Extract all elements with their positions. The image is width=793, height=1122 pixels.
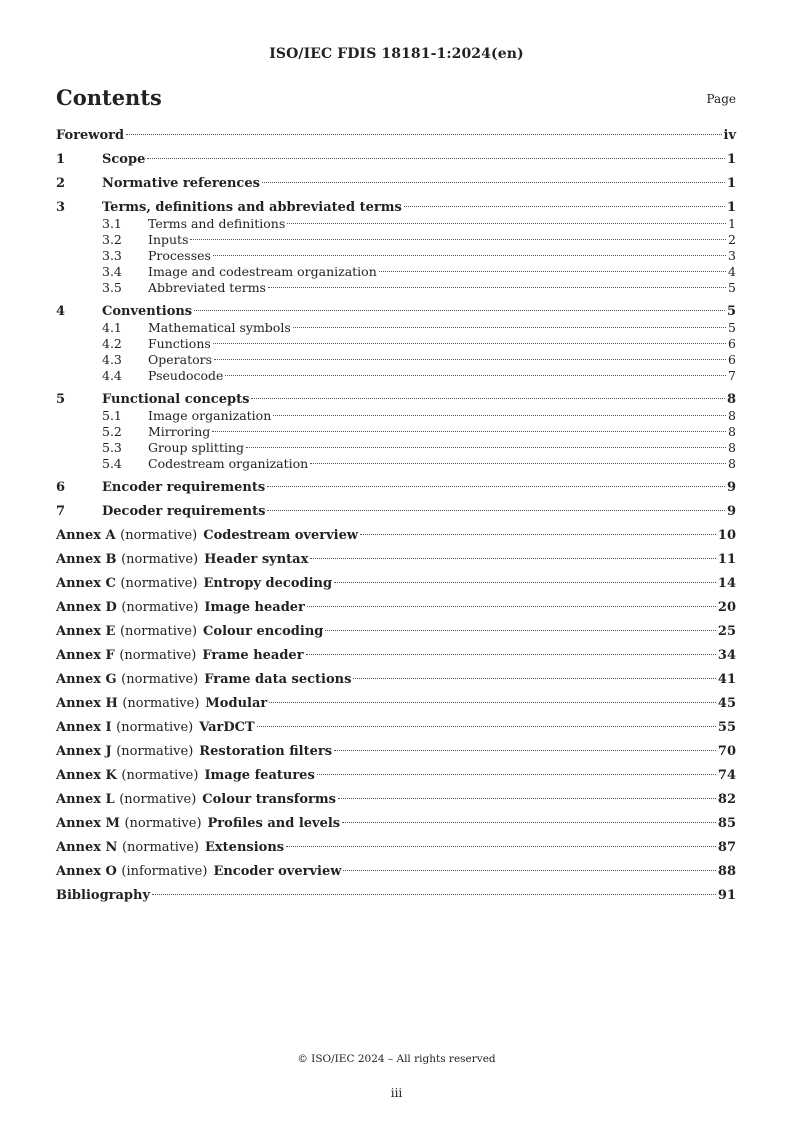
annex-title: Extensions: [205, 840, 285, 855]
toc-subentry-5-3[interactable]: [56, 440, 736, 456]
toc-entry-number: 7: [56, 504, 66, 519]
toc-entry-page: 8: [728, 408, 736, 423]
dot-leader: [225, 375, 726, 376]
annex-title: Image header: [204, 600, 305, 615]
dot-leader: [269, 702, 716, 703]
toc-entry-page: 8: [726, 392, 736, 407]
annex-id: Annex L: [56, 792, 115, 807]
annex-type: (normative): [116, 744, 194, 759]
dot-leader: [268, 287, 726, 288]
annex-id: Annex K: [56, 768, 117, 783]
toc-entry-page: 6: [728, 336, 736, 351]
toc-entry-label: [56, 840, 284, 856]
toc-entry-page: 8: [728, 456, 736, 471]
toc-entry-number: 2: [56, 176, 66, 191]
toc-entry-label: Image organization: [148, 408, 272, 423]
toc-entry-number: 5.4: [102, 456, 122, 471]
annex-type: (normative): [121, 672, 199, 687]
toc-entry-label: [56, 552, 308, 568]
toc-entry-page: 45: [717, 696, 736, 711]
annex-title: Restoration filters: [199, 744, 333, 759]
toc-entry-annex-g[interactable]: [56, 672, 736, 688]
toc-entry-number: 5.2: [102, 424, 122, 439]
toc-entry-page: 9: [726, 504, 736, 519]
toc-entry-annex-f[interactable]: [56, 648, 736, 664]
toc-entry-number: 4.3: [102, 352, 122, 367]
annex-type: (normative): [120, 528, 198, 543]
annex-title: Profiles and levels: [207, 816, 341, 831]
toc-entry-label: Pseudocode: [148, 368, 224, 383]
toc-subentry-4-3[interactable]: [56, 352, 736, 368]
dot-leader: [214, 359, 726, 360]
toc-entry-label: Encoder requirements: [102, 480, 266, 495]
toc-entry-page: 1: [726, 176, 736, 191]
table-of-contents: [56, 128, 736, 904]
toc-entry-annex-i[interactable]: [56, 720, 736, 736]
toc-entry-page: 2: [728, 232, 736, 247]
toc-entry-page: 3: [728, 248, 736, 263]
document-id-header: ISO/IEC FDIS 18181-1:2024(en): [269, 46, 524, 62]
annex-id: Annex E: [56, 624, 116, 639]
toc-entry-label: [56, 528, 358, 544]
annex-type: (normative): [124, 816, 202, 831]
annex-type: (normative): [119, 648, 197, 663]
toc-entry-number: 5: [56, 392, 66, 407]
annex-title: Colour transforms: [202, 792, 336, 807]
toc-entry-annex-o[interactable]: [56, 864, 736, 880]
dot-leader: [317, 774, 716, 775]
toc-entry-annex-d[interactable]: [56, 600, 736, 616]
toc-entry-page: 34: [717, 648, 736, 663]
dot-leader: [286, 846, 716, 847]
dot-leader: [126, 134, 721, 135]
contents-title: Contents: [56, 85, 162, 110]
annex-id: Annex B: [56, 552, 117, 567]
toc-entry-foreword[interactable]: [56, 128, 736, 144]
toc-entry-number: 3.2: [102, 232, 122, 247]
toc-entry-label: Terms and definitions: [148, 216, 286, 231]
annex-title: Image features: [204, 768, 315, 783]
toc-entry-number: 6: [56, 480, 66, 495]
toc-entry-label: [56, 744, 332, 760]
dot-leader: [267, 510, 725, 511]
toc-entry-page: 14: [717, 576, 736, 591]
toc-entry-annex-m[interactable]: [56, 816, 736, 832]
dot-leader: [334, 582, 716, 583]
toc-entry-label: Foreword: [56, 128, 125, 143]
annex-id: Annex H: [56, 696, 118, 711]
toc-entry-page: 85: [717, 816, 736, 831]
toc-entry-annex-b[interactable]: [56, 552, 736, 568]
annex-title: Colour encoding: [203, 624, 324, 639]
toc-entry-normative-references[interactable]: [56, 176, 736, 192]
toc-subentry-5-4[interactable]: [56, 456, 736, 472]
toc-entry-label: Group splitting: [148, 440, 245, 455]
toc-entry-number: 3.5: [102, 280, 122, 295]
toc-entry-page: 88: [717, 864, 736, 879]
annex-title: Frame data sections: [204, 672, 352, 687]
toc-entry-number: 4: [56, 304, 66, 319]
dot-leader: [310, 558, 716, 559]
dot-leader: [212, 431, 726, 432]
annex-type: (normative): [119, 624, 198, 639]
annex-title: Encoder overview: [213, 864, 342, 879]
toc-entry-label: Terms, definitions and abbreviated terms: [102, 200, 402, 215]
toc-entry-page: 74: [717, 768, 736, 783]
toc-entry-page: 7: [728, 368, 736, 383]
dot-leader: [262, 182, 725, 183]
toc-entry-annex-l[interactable]: [56, 792, 736, 808]
toc-entry-page: 87: [717, 840, 736, 855]
toc-entry-annex-j[interactable]: [56, 744, 736, 760]
toc-entry-label: [56, 792, 336, 808]
annex-title: Modular: [205, 696, 268, 711]
dot-leader: [325, 630, 716, 631]
dot-leader: [190, 239, 726, 240]
toc-entry-number: 5.1: [102, 408, 122, 423]
toc-entry-page: 5: [728, 280, 736, 295]
annex-id: Annex N: [56, 840, 118, 855]
dot-leader: [147, 158, 725, 159]
toc-entry-label: Image and codestream organization: [148, 264, 377, 279]
toc-entry-annex-n[interactable]: [56, 840, 736, 856]
toc-entry-page: 1: [728, 216, 736, 231]
dot-leader: [343, 870, 715, 871]
toc-entry-number: 3.3: [102, 248, 122, 263]
toc-entry-label: Conventions: [102, 304, 193, 319]
toc-entry-page: 11: [717, 552, 736, 567]
dot-leader: [267, 486, 725, 487]
toc-entry-label: [56, 696, 267, 712]
toc-entry-page: 20: [717, 600, 736, 615]
toc-entry-label: [56, 648, 304, 664]
toc-entry-label: [56, 624, 323, 640]
annex-type: (informative): [121, 864, 208, 879]
toc-entry-label: [56, 672, 351, 688]
toc-entry-encoder-requirements[interactable]: [56, 480, 736, 496]
annex-type: (normative): [120, 576, 198, 591]
toc-entry-label: Mathematical symbols: [148, 320, 291, 335]
dot-leader: [353, 678, 715, 679]
copyright-footer: © ISO/IEC 2024 – All rights reserved: [297, 1053, 496, 1065]
annex-id: Annex G: [56, 672, 117, 687]
toc-entry-terms-definitions[interactable]: [56, 200, 736, 216]
dot-leader: [342, 822, 716, 823]
annex-title: Frame header: [202, 648, 304, 663]
annex-id: Annex I: [56, 720, 112, 735]
toc-entry-label: Bibliography: [56, 888, 151, 903]
toc-entry-page: 91: [717, 888, 736, 903]
annex-id: Annex C: [56, 576, 116, 591]
toc-entry-label: Scope: [102, 152, 146, 167]
toc-entry-scope[interactable]: [56, 152, 736, 168]
toc-entry-annex-e[interactable]: [56, 624, 736, 640]
toc-subentry-3-2[interactable]: [56, 232, 736, 248]
toc-entry-page: 70: [717, 744, 736, 759]
toc-entry-label: [56, 720, 255, 736]
annex-id: Annex A: [56, 528, 116, 543]
toc-entry-page: 25: [717, 624, 736, 639]
toc-entry-label: Operators: [148, 352, 213, 367]
dot-leader: [246, 447, 726, 448]
toc-entry-page: 55: [717, 720, 736, 735]
dot-leader: [310, 463, 726, 464]
toc-entry-label: [56, 768, 315, 784]
toc-subentry-5-2[interactable]: [56, 424, 736, 440]
toc-entry-page: 5: [728, 320, 736, 335]
annex-type: (normative): [116, 720, 194, 735]
toc-entry-page: 41: [717, 672, 736, 687]
dot-leader: [213, 255, 726, 256]
toc-entry-label: [56, 576, 332, 592]
annex-id: Annex D: [56, 600, 117, 615]
dot-leader: [273, 415, 726, 416]
annex-title: VarDCT: [199, 720, 255, 735]
toc-entry-label: Inputs: [148, 232, 189, 247]
toc-entry-label: [56, 600, 305, 616]
toc-entry-decoder-requirements[interactable]: [56, 504, 736, 520]
annex-title: Header syntax: [204, 552, 309, 567]
dot-leader: [152, 894, 716, 895]
annex-id: Annex J: [56, 744, 112, 759]
toc-entry-page: 10: [717, 528, 736, 543]
toc-entry-number: 3: [56, 200, 66, 215]
annex-type: (normative): [122, 696, 200, 711]
dot-leader: [404, 206, 725, 207]
annex-type: (normative): [121, 768, 199, 783]
toc-entry-annex-a[interactable]: [56, 528, 736, 544]
toc-entry-label: [56, 816, 340, 832]
toc-entry-bibliography[interactable]: [56, 888, 736, 904]
toc-entry-page: 4: [728, 264, 736, 279]
toc-entry-annex-k[interactable]: [56, 768, 736, 784]
annex-type: (normative): [121, 600, 199, 615]
toc-entry-label: [56, 864, 341, 880]
toc-entry-number: 4.4: [102, 368, 122, 383]
annex-title: Codestream overview: [203, 528, 359, 543]
toc-subentry-3-5[interactable]: [56, 280, 736, 296]
toc-entry-label: Normative references: [102, 176, 260, 191]
toc-entry-number: 5.3: [102, 440, 122, 455]
toc-entry-label: Codestream organization: [148, 456, 309, 471]
toc-entry-page: 8: [728, 424, 736, 439]
toc-entry-page: 6: [728, 352, 736, 367]
toc-entry-number: 4.2: [102, 336, 122, 351]
toc-subentry-3-3[interactable]: [56, 248, 736, 264]
toc-entry-page: 1: [726, 152, 736, 167]
toc-entry-label: Abbreviated terms: [148, 280, 266, 295]
toc-entry-label: Functions: [148, 336, 211, 351]
dot-leader: [194, 310, 725, 311]
toc-entry-number: 1: [56, 152, 66, 167]
toc-entry-number: 3.4: [102, 264, 122, 279]
dot-leader: [257, 726, 716, 727]
toc-subentry-3-1[interactable]: [56, 216, 736, 232]
dot-leader: [251, 398, 725, 399]
dot-leader: [334, 750, 716, 751]
dot-leader: [379, 271, 726, 272]
contents-title-row: [56, 85, 736, 113]
dot-leader: [307, 606, 716, 607]
toc-entry-page: 9: [726, 480, 736, 495]
page-column-label: Page: [706, 92, 736, 106]
annex-title: Entropy decoding: [203, 576, 333, 591]
annex-type: (normative): [119, 792, 197, 807]
toc-entry-annex-c[interactable]: [56, 576, 736, 592]
toc-subentry-4-4[interactable]: [56, 368, 736, 384]
dot-leader: [338, 798, 716, 799]
toc-entry-annex-h[interactable]: [56, 696, 736, 712]
toc-subentry-4-1[interactable]: [56, 320, 736, 336]
toc-entry-page: 1: [726, 200, 736, 215]
toc-subentry-4-2[interactable]: [56, 336, 736, 352]
annex-type: (normative): [121, 552, 199, 567]
toc-entry-label: Processes: [148, 248, 211, 263]
toc-entry-number: 3.1: [102, 216, 122, 231]
toc-entry-page: 8: [728, 440, 736, 455]
toc-entry-page: iv: [723, 128, 736, 143]
toc-entry-number: 4.1: [102, 320, 122, 335]
toc-entry-conventions[interactable]: [56, 304, 736, 320]
annex-id: Annex F: [56, 648, 115, 663]
page-number: iii: [390, 1086, 403, 1100]
annex-id: Annex O: [56, 864, 117, 879]
toc-subentry-5-1[interactable]: [56, 408, 736, 424]
annex-id: Annex M: [56, 816, 120, 831]
dot-leader: [306, 654, 716, 655]
toc-entry-page: 82: [717, 792, 736, 807]
dot-leader: [213, 343, 726, 344]
dot-leader: [293, 327, 726, 328]
toc-entry-functional-concepts[interactable]: [56, 392, 736, 408]
dot-leader: [287, 223, 726, 224]
toc-entry-page: 5: [726, 304, 736, 319]
toc-entry-label: Decoder requirements: [102, 504, 266, 519]
toc-entry-label: Functional concepts: [102, 392, 250, 407]
toc-entry-label: Mirroring: [148, 424, 211, 439]
annex-type: (normative): [121, 840, 200, 855]
toc-subentry-3-4[interactable]: [56, 264, 736, 280]
dot-leader: [360, 534, 716, 535]
